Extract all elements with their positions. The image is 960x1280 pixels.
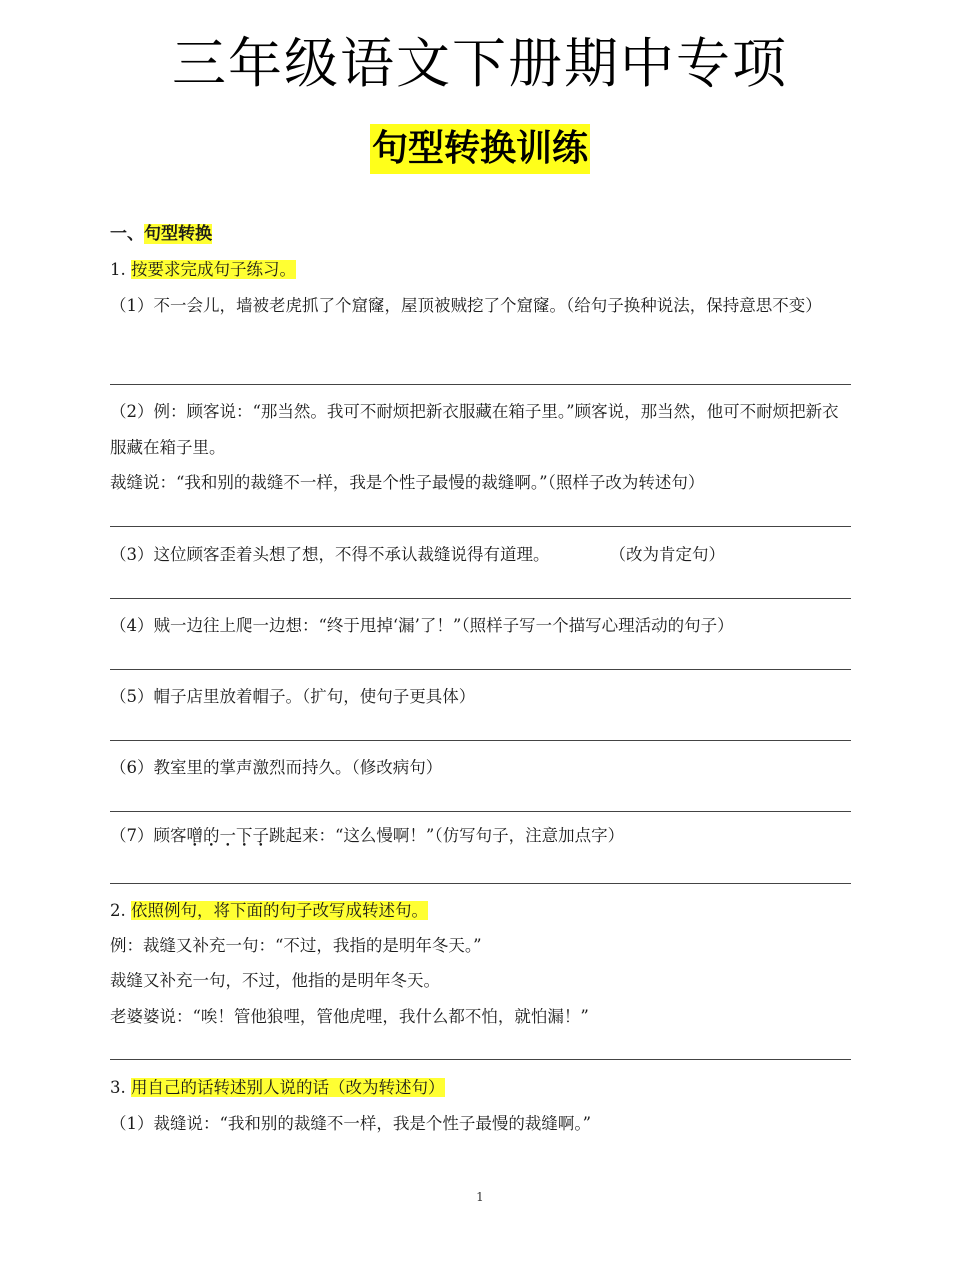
answer-line[interactable]	[110, 384, 851, 385]
q1-item-1: （1）不一会儿，墙被老虎抓了个窟窿，屋顶被贼挖了个窟窿。（给句子换种说法，保持意思不变）	[110, 296, 822, 315]
q1-item-4: （4）贼一边往上爬一边想：“终于甩掉‘漏’了！”（照样子写一个描写心理活动的句子）	[110, 616, 734, 635]
item-text-post: 跳起来：“这么慢啊！”（仿写句子，注意加点字）	[269, 826, 625, 845]
q1-item-3	[110, 543, 725, 567]
section-heading	[110, 222, 212, 246]
q1-item-6: （6）教室里的掌声激烈而持久。（修改病句）	[110, 758, 443, 777]
question-prompt: 按要求完成句子练习。	[131, 260, 296, 279]
emphasis-char: 子	[252, 826, 269, 845]
q1-item-7	[110, 824, 624, 848]
item-text: （3）这位顾客歪着头想了想，不得不承认裁缝说得有道理。	[110, 545, 550, 564]
item-text-pre: （7）顾客	[110, 826, 187, 845]
question-number: 2.	[110, 901, 126, 920]
q1-item-2-example: （2）例：顾客说：“那当然。我可不耐烦把新衣服藏在箱子里。”顾客说，那当然，他可不耐烦把新衣服藏在箱子里。	[110, 402, 839, 457]
q2-example: 例：裁缝又补充一句：“不过，我指的是明年冬天。”	[110, 936, 482, 955]
question-3-heading	[110, 1076, 445, 1100]
q2-task: 老婆婆说：“唉！管他狼哩，管他虎哩，我什么都不怕，就怕漏！”	[110, 1007, 589, 1026]
question-number: 1.	[110, 260, 126, 279]
answer-line[interactable]	[110, 811, 851, 812]
answer-line[interactable]	[110, 598, 851, 599]
q1-item-2-task: 裁缝说：“我和别的裁缝不一样，我是个性子最慢的裁缝啊。”（照样子改为转述句）	[110, 473, 705, 492]
item-instruction: （改为肯定句）	[609, 545, 725, 564]
section-title: 句型转换	[144, 224, 212, 244]
subtitle-wrap	[0, 124, 960, 174]
answer-line[interactable]	[110, 526, 851, 527]
question-2-heading	[110, 899, 428, 923]
emphasis-char: 一	[219, 826, 236, 845]
section-prefix: 一、	[110, 224, 144, 244]
answer-line[interactable]	[110, 740, 851, 741]
q3-item-1: （1）裁缝说：“我和别的裁缝不一样，我是个性子最慢的裁缝啊。”	[110, 1114, 592, 1133]
question-prompt: 用自己的话转述别人说的话（改为转述句）	[131, 1078, 445, 1097]
emphasis-char: 噌	[186, 826, 203, 845]
answer-line[interactable]	[110, 669, 851, 670]
document-title: 三年级语文下册期中专项	[172, 32, 788, 95]
question-prompt: 依照例句，将下面的句子改写成转述句。	[131, 901, 428, 920]
q1-item-5: （5）帽子店里放着帽子。（扩句，使句子更具体）	[110, 687, 476, 706]
answer-line[interactable]	[110, 883, 851, 884]
emphasis-char: 的	[203, 826, 220, 845]
q2-example-answer: 裁缝又补充一句，不过，他指的是明年冬天。	[110, 971, 440, 990]
answer-line[interactable]	[110, 1059, 851, 1060]
question-1-heading	[110, 258, 296, 282]
question-number: 3.	[110, 1078, 126, 1097]
document-subtitle: 句型转换训练	[370, 124, 590, 174]
emphasis-char: 下	[236, 826, 253, 845]
page-number: 1	[476, 1190, 484, 1204]
